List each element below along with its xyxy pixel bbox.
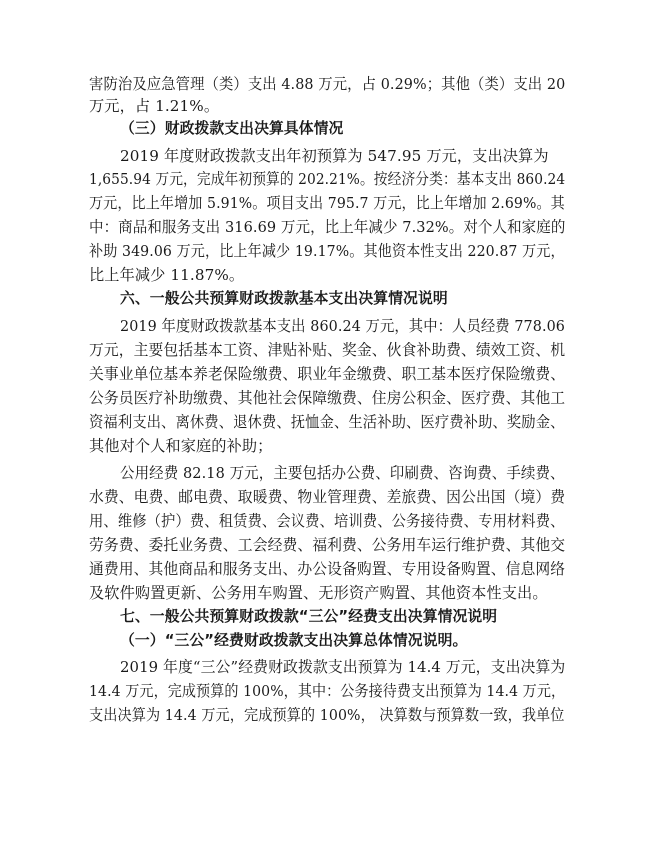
body-text-line: 补助 349.06 万元，比上年减少 19.17%。其他资本性支出 220.87 万元，	[89, 242, 565, 260]
body-text-line: 14.4 万元，完成预算的 100%，其中：公务接待费支出预算为 14.4 万元，	[89, 682, 566, 700]
body-text-line: 比上年减少 11.87%。	[89, 266, 245, 284]
section-heading: 七、一般公共预算财政拨款“三公”经费支出决算情况说明	[120, 608, 498, 625]
body-text-line: 用、维修（护）费、租赁费、会议费、培训费、公务接待费、专用材料费、	[89, 512, 565, 530]
body-text-line: 劳务费、委托业务费、工会经费、福利费、公务用车运行维护费、其他交	[89, 536, 566, 554]
body-text-line: 支出决算为 14.4 万元，完成预算的 100%， 决算数与预算数一致，我单位	[89, 706, 565, 724]
body-text-line: 通费用、其他商品和服务支出、办公设备购置、专用设备购置、信息网络	[89, 560, 566, 578]
body-text-line: 1,655.94 万元，完成年初预算的 202.21%。按经济分类：基本支出 860.24	[89, 170, 566, 188]
body-text-line: 万元，占 1.21%。	[89, 97, 220, 115]
body-text-line: 资福利支出、离休费、退休费、抚恤金、生活补助、医疗费补助、奖励金、	[89, 413, 565, 431]
body-text-line: 2019 年度“三公”经费财政拨款支出预算为 14.4 万元，支出决算为	[120, 658, 566, 676]
body-text-line: 公用经费 82.18 万元，主要包括办公费、印刷费、咨询费、手续费、	[120, 464, 565, 482]
body-text-line: 2019 年度财政拨款支出年初预算为 547.95 万元，支出决算为	[120, 147, 549, 165]
body-text-line: 其他对个人和家庭的补助；	[89, 437, 273, 455]
body-text-line: 害防治及应急管理（类）支出 4.88 万元，占 0.29%；其他（类）支出 20	[89, 75, 566, 93]
subsection-heading: （一）“三公”经费财政拨款支出决算总体情况说明。	[120, 632, 468, 649]
section-heading: 六、一般公共预算财政拨款基本支出决算情况说明	[120, 290, 448, 307]
body-text-line: 水费、电费、邮电费、取暖费、物业管理费、差旅费、因公出国（境）费	[89, 488, 566, 506]
body-text-line: 万元，比上年增加 5.91%。项目支出 795.7 万元，比上年增加 2.69%。其	[89, 194, 565, 212]
body-text-line: 中：商品和服务支出 316.69 万元，比上年减少 7.32%。对个人和家庭的	[89, 218, 566, 236]
body-text-line: 公务员医疗补助缴费、其他社会保障缴费、住房公积金、医疗费、其他工	[89, 389, 566, 407]
body-text-line: 万元，主要包括基本工资、津贴补贴、奖金、伙食补助费、绩效工资、机	[89, 341, 566, 359]
subsection-heading: （三）财政拨款支出决算具体情况	[120, 120, 344, 137]
body-text-line: 关事业单位基本养老保险缴费、职业年金缴费、职工基本医疗保险缴费、	[89, 365, 566, 383]
body-text-line: 2019 年度财政拨款基本支出 860.24 万元，其中：人员经费 778.06	[120, 317, 566, 335]
body-text-line: 及软件购置更新、公务用车购置、无形资产购置、其他资本性支出。	[89, 584, 548, 602]
